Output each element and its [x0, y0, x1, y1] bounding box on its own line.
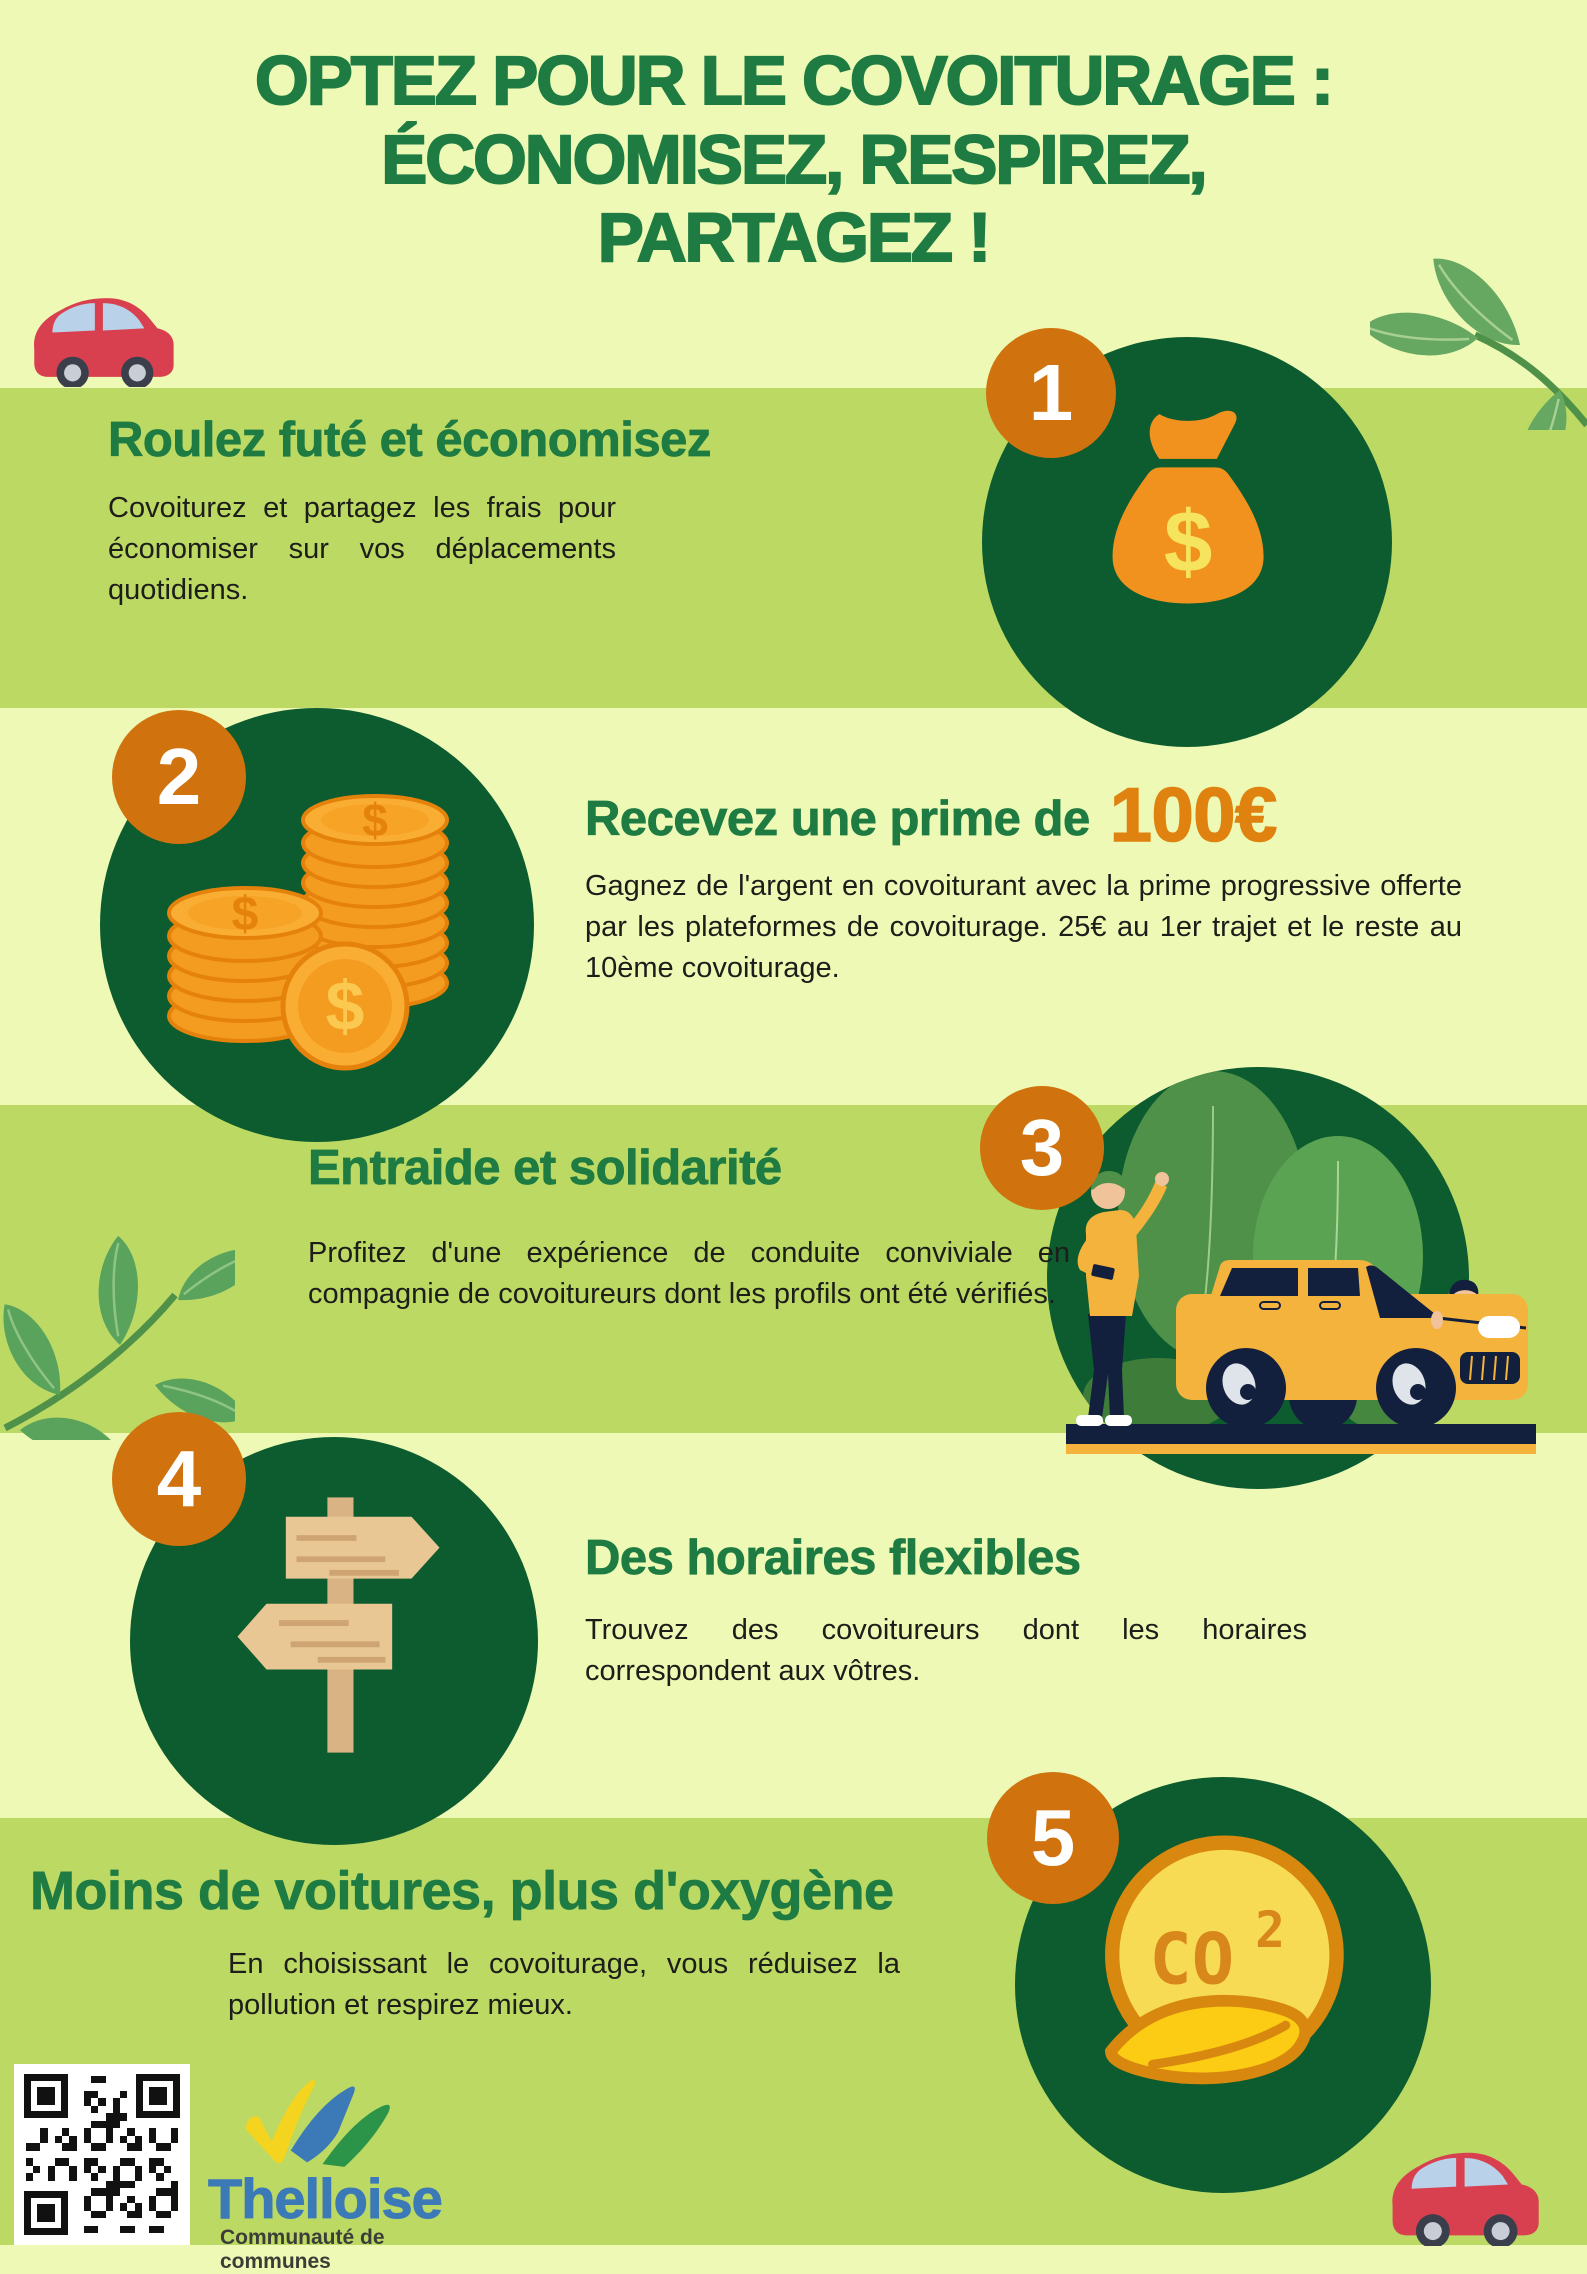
qr-finder-icon	[136, 2074, 180, 2118]
section-2-number-badge: 2	[112, 710, 246, 844]
section-3-body: Profitez d'une expérience de conduite conviviale en compagnie de covoitureurs dont les profils ont été vérifiés.	[308, 1237, 1070, 1311]
section-5-number-badge: 5	[987, 1772, 1119, 1904]
section-3-number-badge: 3	[980, 1086, 1104, 1210]
qr-code	[14, 2064, 190, 2245]
logo-swoosh-icon	[228, 2076, 408, 2176]
section-2-heading	[585, 772, 1277, 859]
section-5-body: En choisissant le covoiturage, vous réduisez la pollution et respirez mieux.	[228, 1948, 900, 2022]
section-1-body: Covoiturez et partagez les frais pour économiser sur vos déplacements quotidiens.	[108, 492, 616, 607]
red-car-icon	[1382, 2140, 1562, 2246]
page-title	[0, 42, 1587, 278]
qr-finder-icon	[24, 2191, 68, 2235]
svg-text:$: $	[325, 967, 365, 1045]
money-bag-icon	[1070, 395, 1304, 629]
svg-text:$: $	[362, 794, 388, 846]
logo-subtitle: Communauté de communes	[220, 2226, 385, 2273]
section-1-heading: Roulez futé et économisez	[108, 413, 711, 467]
leaf-branch-icon	[1370, 130, 1587, 430]
svg-text:CO: CO	[1149, 1918, 1235, 2001]
svg-text:2: 2	[1255, 1901, 1285, 1959]
section-2-body: Gagnez de l'argent en covoiturant avec la prime progressive offerte par les plateformes de covoiturage. 25€ au 1er trajet et le reste au 10ème covoiturage.	[585, 870, 1462, 985]
svg-text:$: $	[1163, 493, 1213, 591]
section-4-body: Trouvez des covoitureurs dont les horaires correspondent aux vôtres.	[585, 1614, 1307, 1688]
leaf-branch-icon	[0, 1160, 235, 1440]
signpost-icon	[194, 1475, 484, 1775]
section-2-highlight: 100€	[1109, 773, 1277, 858]
title-line-2: ÉCONOMISEZ, RESPIREZ,	[381, 120, 1206, 198]
section-1-number-badge: 1	[986, 328, 1116, 458]
section-4-heading: Des horaires flexibles	[585, 1531, 1081, 1585]
section-4-number-badge: 4	[112, 1412, 246, 1546]
svg-text:$: $	[231, 888, 259, 941]
section-2-heading-text: Recevez une prime de	[585, 792, 1090, 846]
section-5-heading: Moins de voitures, plus d'oxygène	[30, 1861, 894, 1921]
title-line-3: PARTAGEZ !	[597, 199, 990, 277]
title-line-1: OPTEZ POUR LE COVOITURAGE :	[255, 42, 1332, 119]
qr-finder-icon	[24, 2074, 68, 2118]
co2-leaf-icon	[1077, 1827, 1377, 2127]
section-3-heading: Entraide et solidarité	[308, 1141, 782, 1195]
red-car-icon	[24, 286, 196, 387]
logo-title: Thelloise	[208, 2167, 442, 2230]
